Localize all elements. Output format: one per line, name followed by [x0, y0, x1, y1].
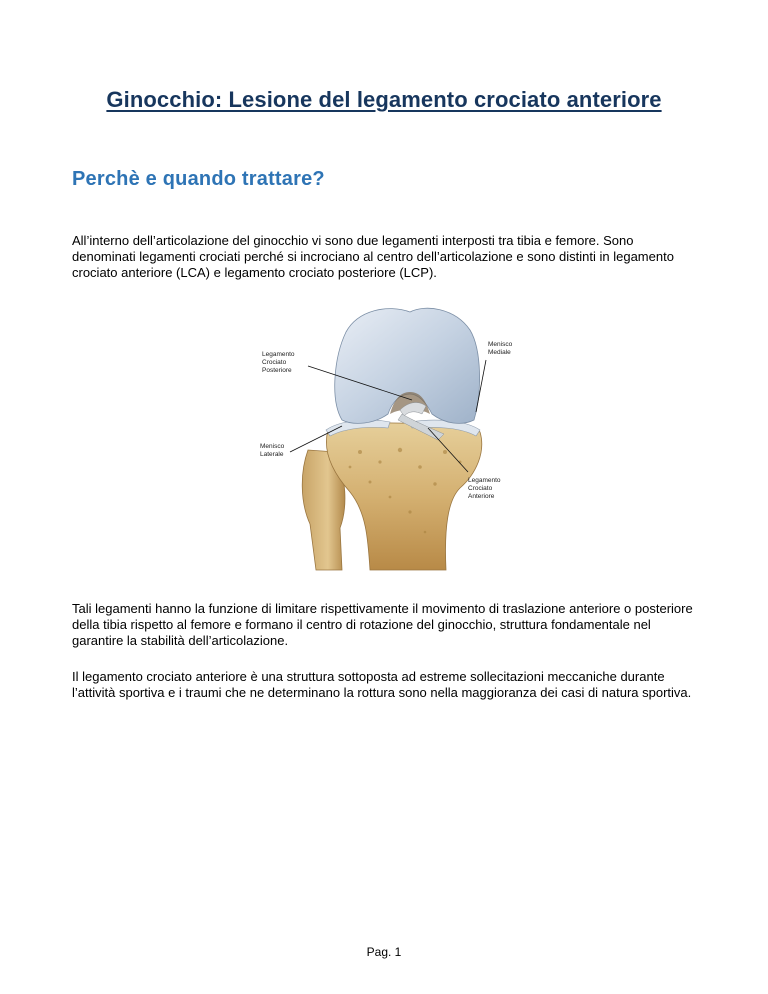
- paragraph-injury: Il legamento crociato anteriore è una struttura sottoposta ad estreme sollecitazioni meccaniche durante l’attività sportiva e i traumi che ne determinano la rottura sono nella maggioranza dei casi di natura sportiva.: [72, 669, 692, 700]
- section-heading: Perchè e quando trattare?: [72, 168, 325, 190]
- page-number: Pag. 1: [366, 945, 402, 959]
- paragraph-function: Tali legamenti hanno la funzione di limitare rispettivamente il movimento di traslazione anteriore o posteriore della tibia rispetto al femore e formano il centro di rotazione del ginocchio, struttura fondamentale nel garantire la stabilità dell’articolazione.: [72, 601, 693, 648]
- knee-anatomy-figure: [250, 302, 520, 572]
- label-menisco-laterale: Menisco Laterale: [260, 443, 285, 458]
- paragraph-intro: All’interno dell’articolazione del ginocchio vi sono due legamenti interposti tra tibia e femore. Sono denominati legamenti crociati perché si incrociano al centro dell’articolazione e sono distinti in legamento crociato anteriore (LCA) e legamento crociato posteriore (LCP).: [72, 233, 674, 280]
- tibia-shape: [326, 423, 481, 570]
- knee-illustration: [250, 302, 520, 572]
- document-title: Ginocchio: Lesione del legamento crociato anteriore: [106, 87, 662, 112]
- label-lcp: Legamento Crociato Posteriore: [262, 351, 295, 374]
- label-lca: Legamento Crociato Anteriore: [468, 477, 501, 500]
- label-menisco-mediale: Menisco Mediale: [488, 341, 513, 356]
